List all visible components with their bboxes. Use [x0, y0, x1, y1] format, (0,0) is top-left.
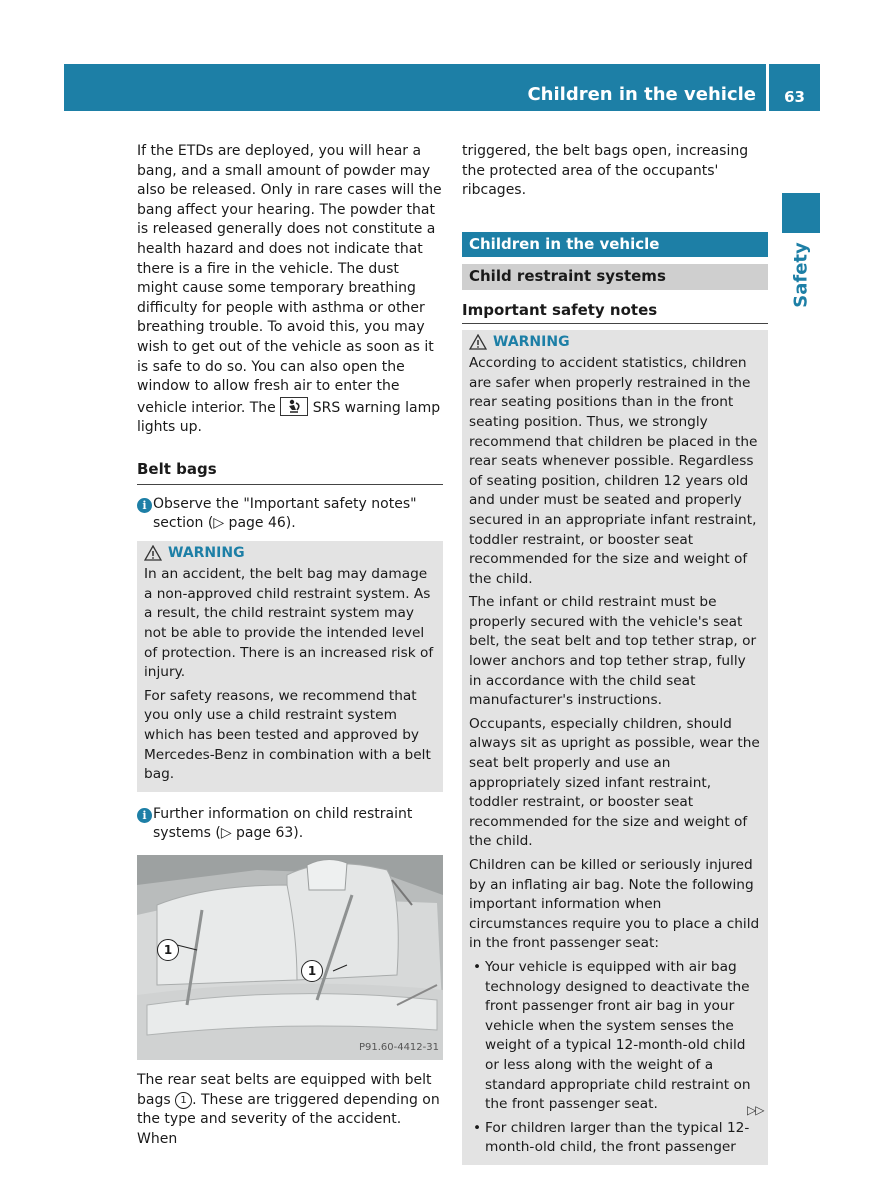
- left-column: [137, 142, 443, 1149]
- heading-belt-bags: Belt bags: [137, 460, 443, 485]
- continued-marker: ▷▷: [747, 1103, 764, 1117]
- warning-header: [469, 333, 761, 353]
- page-number: 63: [769, 64, 820, 111]
- warning-text: For safety reasons, we recommend that you only use a child restraint system which has been tested and approved by Mercedes-Benz in combination with a belt bag.: [144, 687, 431, 783]
- list-item: • Your vehicle is equipped with air bag technology designed to deactivate the front passenger front air bag in your vehicle when the system senses the weight of a typical 12-month-old child or less along with the weight of a standard appropriate child restraint on the front passenger seat.: [469, 958, 761, 1115]
- list-item: • For children larger than the typical 12-month-old child, the front passenger: [469, 1119, 761, 1158]
- warning-triangle-icon: [469, 334, 487, 350]
- side-tab-marker: [782, 193, 820, 233]
- header-bar: [64, 64, 766, 111]
- info-note: [137, 495, 443, 534]
- info-note: [137, 805, 443, 844]
- outro-paragraph: [137, 1071, 443, 1149]
- rear-seat-image: [137, 855, 443, 1060]
- subsection-title: Child restraint systems: [462, 264, 768, 290]
- right-column: [462, 142, 768, 1165]
- warning-text: The infant or child restraint must be properly secured with the vehicle's seat belt, the seat belt and top tether strap, or lower anchors and top tether strap, fully in accordance with the child seat manufacturer's instructions.: [469, 594, 757, 709]
- warning-text: According to accident statistics, children are safer when properly restrained in the rear seating positions than in the front seating position. Thus, we strongly recommend that children be placed in the rear seats whenever possible. Regardless of seating position, children 12 years old and under must be seated and properly secured in an appropriate infant restraint, toddler restraint, or booster seat recommended for the size and weight of the child.: [469, 355, 758, 587]
- intro-text: If the ETDs are deployed, you will hear a bang, and a small amount of powder may also be released. Only in rare cases will the bang affect your hearing. The powder that is released generally does not constitute a health hazard and does not indicate that there is a fire in the vehicle. The dust might cause some temporary breathing difficulty for people with asthma or other breathing trouble. To avoid this, you may wish to get out of the vehicle as soon as it is safe to do so. You can also open the window to allow fresh air to enter the vehicle interior. The: [137, 143, 442, 416]
- info-note-text: Observe the "Important safety notes" section (▷ page 46).: [153, 495, 417, 532]
- info-icon: i: [137, 808, 152, 823]
- warning-text: Occupants, especially children, should always sit as upright as possible, wear the seat belt properly and use an appropriately sized infant restraint, toddler restraint, or booster seat recommended for the size and weight of the child.: [469, 715, 760, 850]
- warning-triangle-icon: [144, 545, 162, 561]
- figure-callout: 1: [301, 960, 323, 982]
- inline-callout: 1: [175, 1092, 192, 1109]
- rear-seat-belt-bag-illustration: [137, 855, 443, 1060]
- info-note-text: Further information on child restraint systems (▷ page 63).: [153, 805, 413, 842]
- side-tab-label: Safety: [790, 242, 812, 308]
- warning-text: Children can be killed or seriously injured by an inflating air bag. Note the following important information when circumstances require you to place a child in the front passenger seat:: [469, 857, 760, 952]
- section-title: Children in the vehicle: [462, 232, 768, 258]
- heading-important-safety-notes: Important safety notes: [462, 301, 768, 324]
- continued-paragraph: triggered, the belt bags open, increasing the protected area of the occupants' ribcages.: [462, 143, 749, 199]
- outro-text-end: . These are triggered depending on the type and severity of the accident. When: [137, 1091, 440, 1147]
- info-icon: i: [137, 498, 152, 513]
- page-title: Children in the vehicle: [527, 84, 756, 105]
- warning-box: [462, 330, 768, 1165]
- warning-box: [137, 541, 443, 792]
- figure-callout: 1: [157, 939, 179, 961]
- outro-text: The rear seat belts are equipped with belt bags: [137, 1072, 432, 1108]
- srs-warning-lamp-icon: [280, 397, 308, 416]
- intro-text-end: SRS warning lamp lights up.: [137, 399, 441, 436]
- warning-header: [144, 544, 436, 564]
- warning-text: In an accident, the belt bag may damage a non-approved child restraint system. As a result, the child restraint system may not be able to provide the intended level of protection. There is an increased risk of injury.: [144, 566, 434, 681]
- warning-title: WARNING: [493, 333, 570, 350]
- warning-title: WARNING: [168, 544, 245, 561]
- intro-paragraph: [137, 142, 443, 438]
- figure-code: P91.60-4412-31: [358, 1042, 439, 1054]
- warning-bullet-list: [469, 958, 764, 1158]
